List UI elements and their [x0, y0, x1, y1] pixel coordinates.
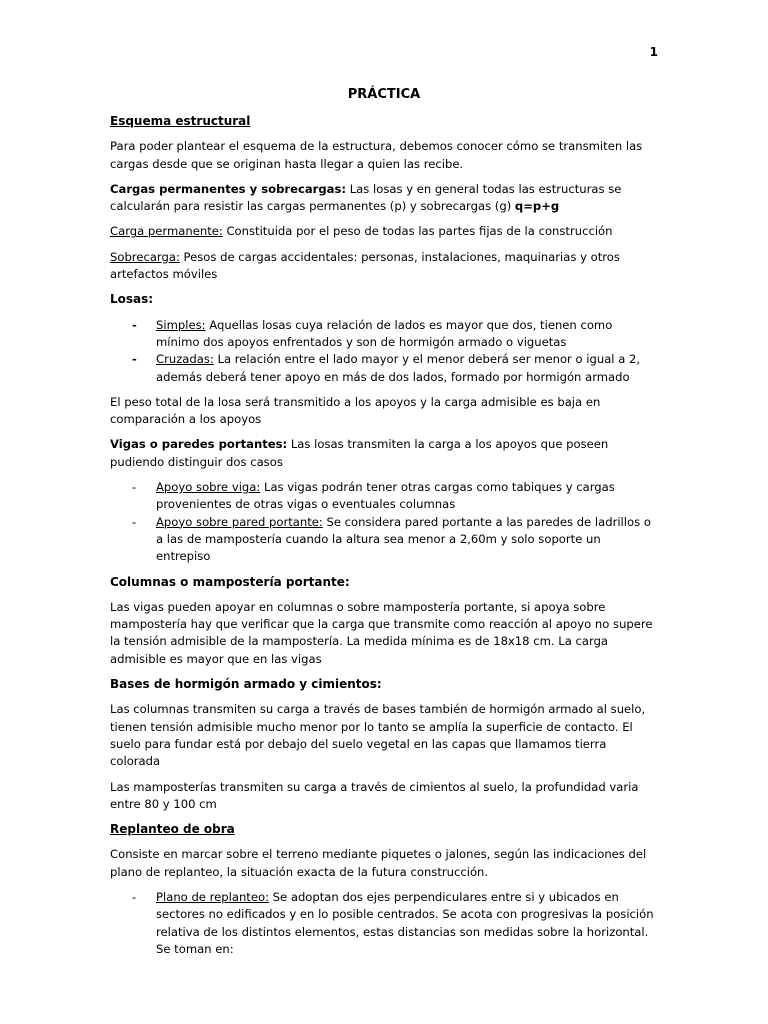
list-item-label: Simples:	[156, 317, 206, 332]
list-item	[110, 889, 658, 958]
list-item-label: Apoyo sobre pared portante:	[156, 514, 323, 529]
list-dash: -	[132, 514, 137, 529]
sobrecarga-label: Sobrecarga:	[110, 249, 180, 264]
section-heading-esquema: Esquema estructural	[110, 114, 251, 128]
carga-permanente-text: Constituida por el peso de todas las partes fijas de la construcción	[222, 224, 613, 239]
vigas-text: Las losas transmiten la carga a los apoyos que poseen pudiendo distinguir dos casos	[110, 437, 609, 469]
list-item-label: Plano de replanteo:	[156, 889, 269, 904]
list-dash: -	[132, 352, 137, 367]
page-number: 1	[649, 45, 658, 59]
replanteo-list	[110, 889, 658, 958]
list-dash: -	[132, 317, 137, 332]
carga-permanente-label: Carga permanente:	[110, 224, 223, 239]
list-item-text: Aquellas losas cuya relación de lados es mayor que dos, tienen como mínimo dos apoyos enfrentados y son de hormigón armado o viguetas	[156, 317, 613, 349]
list-dash: -	[132, 480, 137, 495]
list-item-text: Se considera pared portante a las paredes de ladrillos o a las de mampostería cuando la altura sea menor a 2,60m y solo soporte un entrepiso	[156, 514, 651, 564]
list-item-label: Cruzadas:	[156, 352, 214, 367]
cargas-lead: Cargas permanentes y sobrecargas:	[110, 181, 347, 196]
section-heading-bases: Bases de hormigón armado y cimientos:	[110, 677, 382, 692]
list-item-text: Las vigas podrán tener otras cargas como tabiques y cargas provenientes de otras vigas o eventuales columnas	[156, 480, 615, 512]
list-item-text: La relación entre el lado mayor y el menor deberá ser menor o igual a 2, además deberá tener apoyo en más de dos lados, formado por hormigón armado	[156, 352, 641, 384]
list-item-text: Se adoptan dos ejes perpendiculares entre si y ubicados en sectores no edificados y en lo posible centrados. Se acota con progresivas la posición relativa de los distintos elementos, estas distancias son medidas sobre la horizontal. Se toman en:	[156, 889, 654, 956]
paragraph-replanteo: Consiste en marcar sobre el terreno mediante piquetes o jalones, según las indicaciones del plano de replanteo, la situación exacta de la futura construcción.	[110, 847, 647, 879]
vigas-list	[110, 479, 658, 565]
sobrecarga-text: Pesos de cargas accidentales: personas, instalaciones, maquinarias y otros artefactos móviles	[110, 249, 620, 282]
cargas-text: Las losas y en general todas las estructuras se calcularán para resistir las cargas permanentes (p) y sobrecargas (g)	[110, 181, 622, 214]
vigas-lead: Vigas o paredes portantes:	[110, 437, 288, 452]
paragraph-vigas	[110, 436, 658, 471]
list-item	[110, 317, 658, 352]
cargas-formula: q=p+g	[514, 199, 560, 214]
document-body	[110, 86, 658, 966]
page-title: PRÁCTICA	[347, 87, 421, 102]
paragraph-sobrecarga	[110, 249, 658, 284]
paragraph-bases-2: Las mamposterías transmiten su carga a través de cimientos al suelo, la profundidad varia entre 80 y 100 cm	[110, 779, 639, 811]
paragraph-carga-permanente	[110, 223, 658, 240]
list-item	[110, 514, 658, 566]
losas-list	[110, 317, 658, 386]
list-item	[110, 351, 658, 386]
paragraph-bases-1: Las columnas transmiten su carga a través de bases también de hormigón armado al suelo, tienen tensión admisible mucho menor por lo tanto se amplía la superficie de contacto. El suelo para fundar está por debajo del suelo vegetal en las capas que llamamos tierra colorada	[110, 702, 646, 769]
paragraph-columnas: Las vigas pueden apoyar en columnas o sobre mampostería portante, si apoya sobre mampostería hay que verificar que la carga que transmite como reacción al apoyo no supere la tensión admisible de la mampostería. La medida mínima es de 18x18 cm. La carga admisible es mayor que en las vigas	[110, 599, 653, 666]
list-item-label: Apoyo sobre viga:	[156, 480, 261, 495]
section-heading-losas: Losas:	[110, 292, 154, 307]
paragraph-cargas	[110, 181, 658, 216]
paragraph-esquema: Para poder plantear el esquema de la estructura, debemos conocer cómo se transmiten las cargas desde que se originan hasta llegar a quien las recibe.	[110, 139, 643, 171]
section-heading-columnas: Columnas o mampostería portante:	[110, 574, 350, 589]
list-dash: -	[132, 889, 137, 904]
list-item	[110, 479, 658, 514]
section-heading-replanteo: Replanteo de obra	[110, 822, 235, 837]
paragraph-losas-after: El peso total de la losa será transmitido a los apoyos y la carga admisible es baja en comparación a los apoyos	[110, 394, 601, 427]
